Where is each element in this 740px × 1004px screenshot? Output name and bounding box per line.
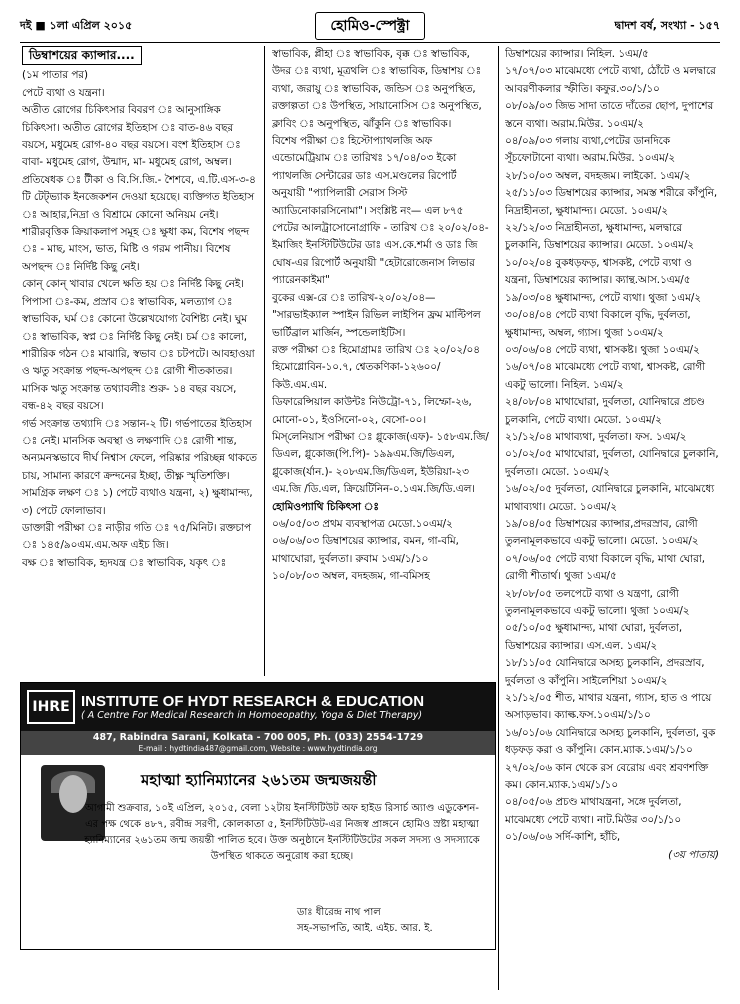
signatory-name: ডাঃ ধীরেন্দ্র নাথ পাল xyxy=(297,907,381,918)
institute-contact: E-mail : hydtindia487@gmail.com, Website : www.hydtindia.org xyxy=(21,744,495,755)
treatment-entry: ১৬/০৭/০৪ মাঝেমধ্যে পেটে ব্যথা, শ্বাসকষ্ট, রোগী একটু ভালো। নিহিল. ১এম/২ xyxy=(505,361,706,391)
treatment-entry: ০১/০২/০৫ মাথাঘোরা, দুর্বলতা, যোনিদ্বারে চুলকানি, দুর্বলতা। মেডো. ১০এম/২ xyxy=(505,448,719,478)
continued-footnote: (৩য় পাতায়) xyxy=(668,848,719,861)
col2-para: বিশেষ পরীক্ষা ঃ হিস্টোপ্যাথলজি অফ এন্ডোমেট্রিয়াম ঃ তারিখঃ ১৭/০৪/০৩ ইকো প্যাথলজি সেন্টারের ডাঃ এস.মণ্ডলের রিপোর্ট অনুযায়ী "প্যাপিলারী সেরাস সিস্ট অ্যাডিনোকারসিনোমা"। সংশ্লিষ্ট নং— এল ৮৭৫ xyxy=(272,135,464,217)
treatment-entry: ২১/১২/০৪ মাথাব্যথা, দুর্বলতা। ফস. ১এম/২ xyxy=(505,430,687,443)
institute-address: 487, Rabindra Sarani, Kolkata - 700 005, Ph. (033) 2554-1729 xyxy=(21,731,495,744)
treatment-entry: ১৬/০১/০৬ যোনিদ্বারে অসহ্য চুলকানি, দুর্বলতা, বুক ধড়ফড় করা ও কাঁপুনি। কোন.ম্যাক.১এম/১/১০ xyxy=(505,726,716,757)
ad-signature xyxy=(297,905,433,937)
treatment-entry: ১০/০২/০৪ বুকধড়ফড়, শ্বাসকষ্ট, পেটে ব্যথা ও যন্ত্রনা, ডিম্বাশয়ের ক্যান্সার। ক্যান্থ.আস.১এম/৫ xyxy=(505,256,692,287)
continued-note: (১ম পাতার পর) xyxy=(22,69,88,82)
treatment-entry: ২৫/১১/০৩ ডিম্বাশয়ের ক্যান্সার, সমস্ত শরীরে কাঁপুনি, নিদ্রাহীনতা, ক্ষুধামান্দ্য। মেডো. ১০এম/২ xyxy=(505,187,718,217)
col2-para: রক্ত পরীক্ষা ঃ হিমোগ্রামঃ তারিখ ঃ ২০/০২/০৪ হিমোগ্লোবিন-১০.৭, শ্বেতকণিকা-১২৬০০/ কিউ.এম.এম. xyxy=(272,343,480,391)
page-header xyxy=(20,14,720,38)
col2-para: ১০/০৮/০৩ অম্বল, বদহজম, গা-বমিসহ xyxy=(272,570,430,583)
col2-para: ডিফারেন্সিয়াল কাউন্টঃ নিউট্রো-৭১, লিম্ফো-২৬, মোনো-০১, ইওসিনো-০২, বেসো-০০। xyxy=(272,396,472,426)
col1-para: কোন্ কোন্ খাবার খেলে ক্ষতি হয় ঃ নির্দিষ্ট কিছু নেই। পিপাসা ঃ-কম, প্রস্রাব ঃ স্বাভাবিক, মলত্যাগ ঃ স্বাভাবিক, ঘর্ম ঃ কোনো উল্লেখযোগ্য বৈশিষ্ট্য নেই। ঘুম ঃ স্বাভাবিক, স্বপ্ন ঃ নির্দিষ্ট কিছু নেই। চর্ম ঃ কালো, শারীরিক গঠন ঃ মাঝারি, স্বভাব ঃ চটপটে। আবহাওয়া ও ঋতু সংক্রান্ত পছন্দ-অপছন্দ ঃ রোগী শীতকাতর। মাসিক ঋতু সংক্রান্ত তথ্যাবলীঃ শুরু- ১৪ বছর বয়সে, বন্ধ-৪২ বছর বয়সে। xyxy=(22,278,255,413)
ad-body xyxy=(21,755,495,939)
treatment-entry: ২৭/০২/০৬ কান থেকে রস বেরোয় এবং শ্রবণশক্তি কম। কোন.ম্যাক.১এম/১/১০ xyxy=(505,761,708,792)
col1-para: ডাক্তারী পরীক্ষা ঃ নাড়ীর গতি ঃ ৭৫/মিনিট। রক্তচাপ ঃ ১৪৫/৯০এম.এম.অফ এইচ জি। xyxy=(22,521,252,552)
treatment-entry: ১৭/০৭/০৩ মাঝেমধ্যে পেটে ব্যথা, ঠোঁটে ও মলদ্বারে আবরণীকলার স্ফীতি। কফুর.৩০/১/১০ xyxy=(505,65,716,95)
treatment-entry: ১৯/০৪/০৫ ডিম্বাশয়ের ক্যান্সার,প্রদরস্রাব, রোগী তুলনামূলকভাবে একটু ভালো। মেডো. ১০এম/২ xyxy=(505,517,699,548)
col2-para: ০৬/০৫/০৩ প্রথম ব্যবস্থাপত্র মেডো.১০এম/২ xyxy=(272,517,453,530)
header-rule xyxy=(20,42,720,43)
column-divider xyxy=(264,46,265,676)
institute-name: INSTITUTE OF HYDT RESEARCH & EDUCATION xyxy=(81,693,425,710)
treatment-entry: ০৩/০৬/০৪ পেটে ব্যথা, শ্বাসকষ্ট। থুজা ১০এম/২ xyxy=(505,343,700,356)
col1-para: বক্ষ ঃ স্বাভাবিক, হৃদযন্ত্র ঃ স্বাভাবিক, যকৃৎ ঃ xyxy=(22,556,227,569)
treatment-entry: ২১/১২/০৫ শীত, মাথার যন্ত্রনা, গ্যাস, হাত ও পায়ে অসাড়ভাব। ক্যাল্ক.ফস.১০এম/১/১০ xyxy=(505,692,712,722)
treatment-entry: ০৮/০৯/০৩ জিভ সাদা তাতে দাঁতের ছোপ, দুপাশের স্তনে ব্যথা। অরাম.মিউর. ১০এম/২ xyxy=(505,100,714,130)
ad-banner xyxy=(21,683,495,731)
col2-para: পেটের আলট্রাসোনোগ্রাফি - তারিখ ঃ ২০/০২/০৪- ইমাজিং ইনস্টিটিউটের ডাঃ এস.কে.শর্মা ও ডাঃ জি ঘোষ-এর রিপোর্ট অনুযায়ী "হেটারোজেনাস লিভার প্যারেনকাইমা" xyxy=(272,222,489,287)
institute-tagline: ( A Centre For Medical Research in Homoeopathy, Yoga & Diet Therapy) xyxy=(81,710,423,721)
treatment-entry: ০৫/১০/০৫ ক্ষুধামান্দ্য, মাথা ঘোরা, দুর্বলতা, ডিম্বাশয়ের ক্যান্সার। এস.এল. ১এম/২ xyxy=(505,622,683,652)
treatment-entry: ০৭/০৬/০৫ পেটে ব্যথা বিকালে বৃদ্ধি, মাথা ঘোরা, রোগী শীতার্থ। থুজা ১এম/৫ xyxy=(505,552,706,583)
col2-para: বুকের এক্স-রে ঃ তারিখ-২০/০২/০৪— "সারভাইক্যাল স্পাইন রিভিল লাইপিন ফ্রম মাল্টিপল ভার্টিব্রাল মার্জিন, স্পন্ডেলাইটিস। xyxy=(272,291,481,339)
treatment-entry: ১৯/০৩/০৪ ক্ষুধামান্দ্য, পেটে ব্যথা। থুজা ১এম/২ xyxy=(505,291,701,304)
col1-para: গর্ভ সংক্রান্ত তথ্যাদি ঃ সন্তান-২ টি। গর্ভপাতের ইতিহাস ঃ নেই। মানসিক অবস্থা ও লক্ষণাদি ঃ রোগী শান্ত, অন্যমনস্কভাবে দীর্ঘ নিশ্বাস ফেলে, পরিষ্কার পরিচ্ছন্ন থাকতে চায়, সামান্য কারণে ক্রন্দনের ইচ্ছা, তীক্ষ্ণ স্মৃতিশক্তি। xyxy=(22,417,257,482)
ad-text: আগামী শুক্রবার, ১০ই এপ্রিল, ২০১৫, বেলা ১২টায় ইনস্টিটিউট অফ হাইড রিসার্চ অ্যাণ্ড এডুকেশন-এর পক্ষ থেকে ৪৮৭, রবীন্দ্র সরণী, কোলকাতা ৫, ইনস্টিটিউট-এর নিজস্ব প্রাঙ্গনে হোমিও স্রষ্টা মহাত্মা হ্যানিম্যানের ২৬১তম জন্ম জয়ন্তী পালিত হবে। উক্ত অনুষ্ঠানে ইনস্টিটিউটের সকল সদস্য ও সদস্যাকে উপস্থিত থাকতে অনুরোধ করা হচ্ছে। xyxy=(84,803,480,862)
treatment-entry: ০৪/০৯/০৩ গলায় ব্যথা,পেটের ডানদিকে সূঁচফোটানো ব্যথা। অরাম.মিউর. ১০এম/২ xyxy=(505,135,676,165)
treatment-entry: ০১/০৬/০৬ সর্দি-কাশি, হাঁচি, xyxy=(505,831,621,844)
col1-para: পেটে ব্যথা ও যন্ত্রনা। xyxy=(22,86,105,99)
treatment-entry: ২৮/১০/০৩ অম্বল, বদহজম। লাইকো. ১এম/২ xyxy=(505,169,691,182)
col2-heading: হোমিওপ্যাথি চিকিৎসা ঃ xyxy=(272,500,379,513)
col2-para: স্বাভাবিক, প্লীহা ঃ স্বাভাবিক, বৃক্ক ঃ স্বাভাবিক, উদর ঃ ব্যথা, মূত্রথলি ঃ স্বাভাবিক, ডিম্বাশয় ঃ ব্যথা, জরায়ু ঃ স্বাভাবিক, জন্ডিস ঃ অনুপস্থিত, রক্তাল্পতা ঃ উপস্থিত, সায়ানোসিস ঃ অনুপস্থিত, ক্লাবিং ঃ অনুপস্থিত, ঝাঁকুনি ঃ স্বাভাবিক। xyxy=(272,48,482,130)
signatory-role: সহ-সভাপতি, আই. এইচ. আর. ই. xyxy=(297,923,433,934)
issue-date: দই ■ ১লা এপ্রিল ২০১৫ xyxy=(20,18,133,32)
institute-advertisement xyxy=(20,682,496,950)
column-divider xyxy=(498,46,499,990)
ad-headline: মহাত্মা হ্যানিম্যানের ২৬১তম জন্মজয়ন্তী xyxy=(141,771,377,789)
treatment-entry: ৩০/০৪/০৪ পেটে ব্যথা বিকালে বৃদ্ধি, দুর্বলতা, ক্ষুধামান্দ্য, অম্বল, গ্যাস। থুজা ১০এম/২ xyxy=(505,309,691,339)
col1-para: সামগ্রিক লক্ষণ ঃ ১) পেটে ব্যথাও যন্ত্রনা, ২) ক্ষুধামান্দ্য, ৩) পেটে ফোলাভাব। xyxy=(22,487,253,517)
institute-logo: IHRE xyxy=(27,690,75,724)
col2-para: ০৬/০৬/০৩ ডিম্বাশয়ের ক্যান্সার, বমন, গা-বমি, মাথাঘোরা, দুর্বলতা। রুবাম ১এম/১/১০ xyxy=(272,535,459,565)
column-2 xyxy=(272,46,492,674)
col2-para: মিস্‌লেনিয়াস পরীক্ষা ঃ গ্লুকোজ(এফ)- ১৫৮এম.জি/ডিএল, গ্লুকোজ(পি.পি)- ১৯৯এম.জি/ডিএল, গ্লুকোজ(র্যান.)- ২০৮এম.জি/ডিএল, ইউরিয়া-২৩ এম.জি /ডি.এল, ক্রিয়েটিনিন-০.১এম.জি/ডি.এল। xyxy=(272,430,489,496)
treatment-entry: ০৪/০৫/০৬ প্রচণ্ড মাথাযন্ত্রনা, সঙ্গে দুর্বলতা, মাঝেমধ্যে পেটে ব্যথা। নাট.মিউর ৩০/১/১০ xyxy=(505,796,682,826)
treatment-entry: ১৮/১১/০৫ যোনিদ্বারে অসহ্য চুলকানি, প্রদরস্রাব, দুর্বলতা ও কাঁপুনি। সাইলেশিয়া ১০এম/২ xyxy=(505,657,705,687)
treatment-entry: ১৬/০২/০৫ দুর্বলতা, যোনিদ্বারে চুলকানি, মাঝেমধ্যে মাথাব্যথা। মেডো. ১০এম/২ xyxy=(505,483,715,513)
article-title: ডিম্বাশয়ের ক্যান্সার.... xyxy=(22,46,142,65)
treatment-entry: ডিম্বাশয়ের ক্যান্সার। নিহিল. ১এম/৫ xyxy=(505,48,649,60)
treatment-entry: ২৮/০৮/০৫ তলপেটে ব্যথা ও যন্ত্রণা, রোগী তুলনামূলকভাবে একটু ভালো। থুজা ১০এম/২ xyxy=(505,587,690,617)
column-1 xyxy=(22,46,258,674)
column-3 xyxy=(505,46,719,986)
masthead: হোমিও-স্পেক্ট্রা xyxy=(315,12,424,40)
issue-number: দ্বাদশ বর্ষ, সংখ্যা - ১৫৭ xyxy=(614,18,720,32)
treatment-entry: ২২/১২/০৩ নিদ্রাহীনতা, ক্ষুধামান্দ্য, মলদ্বারে চুলকানি, ডিম্বাশয়ের ক্যান্সার। মেডো. ১০এম/২ xyxy=(505,222,694,252)
col1-para: অতীত রোগের চিকিৎসার বিবরণ ঃ আনুসাঙ্গিক চিকিৎসা। অতীত রোগের ইতিহাস ঃ বাত-৪৬ বছর বয়সে, মধুমেহ রোগ-৪০ বছর বয়সে। বংশ ইতিহাস ঃ বাবা- মধুমেহ রোগ, উন্মাদ, মা- মধুমেহ রোগ, অম্বল। প্রতিষেধক ঃ টীকা ও বি.সি.জি.- শৈশবে, এ.টি.এস-৩-৪ টি টেট্ভ্যাক ইনজেকশন দেওয়া হয়েছে। ব্যক্তিগত ইতিহাস ঃ আহার,নিদ্রা ও বিশ্রামে কোনো অনিয়ম নেই। শারীরবৃত্তিক ক্রিয়াকলাপ সমূহ ঃ ক্ষুধা কম, বিশেষ পছন্দ ঃ - মাছ, মাংস, ভাত, মিষ্টি ও গরম পানীয়। বিশেষ অপছন্দ ঃ নির্দিষ্ট কিছু নেই। xyxy=(22,104,256,273)
treatment-entry: ২৪/০৮/০৪ মাথাঘোরা, দুর্বলতা, যোনিদ্বারে প্রচণ্ড চুলকানি, পেটে ব্যথা। মেডো. ১০এম/২ xyxy=(505,396,705,426)
